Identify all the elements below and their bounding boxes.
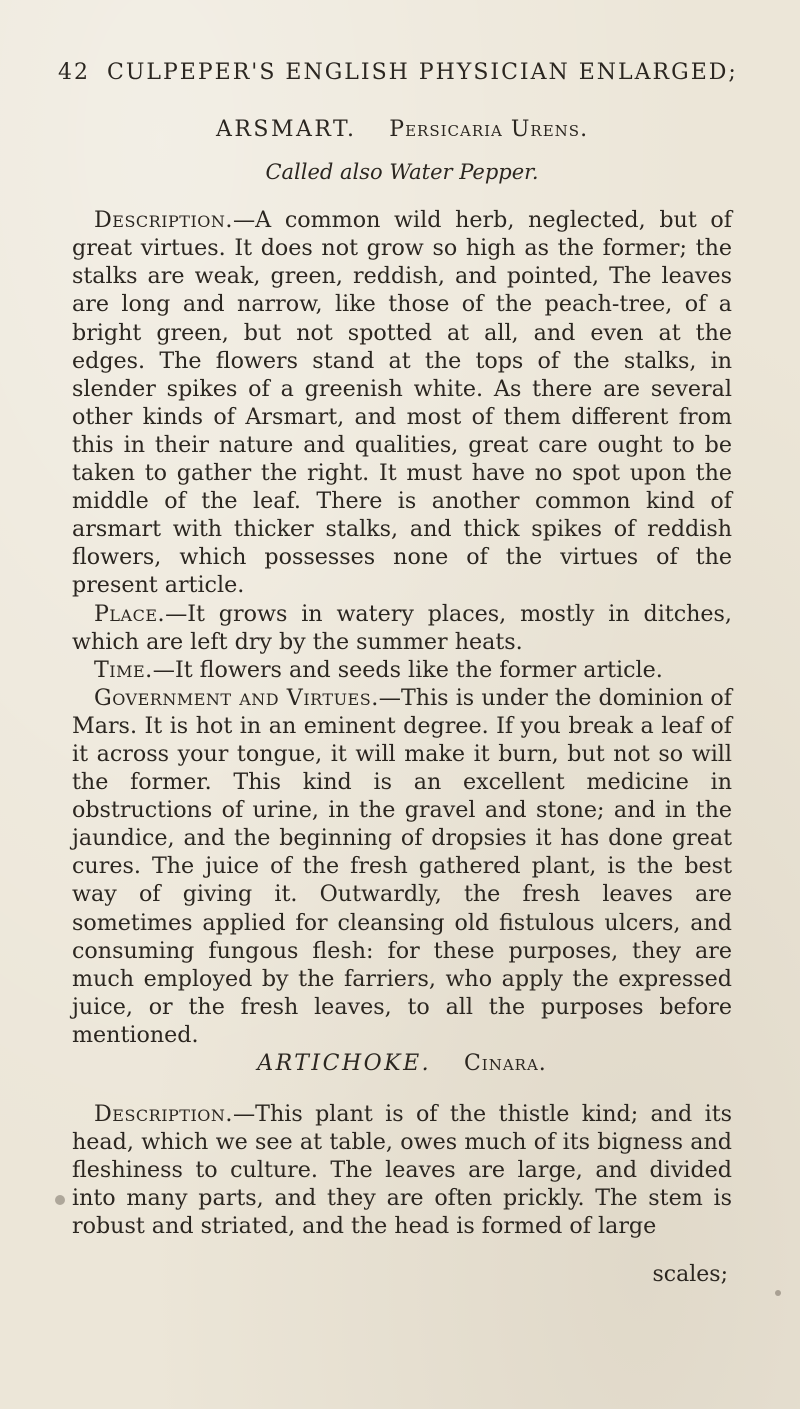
paragraph-lead: Place. bbox=[94, 600, 166, 627]
paragraph-description bbox=[72, 206, 732, 599]
paragraph-text: —It flowers and seeds like the former article. bbox=[152, 656, 663, 683]
paragraph-lead: Description. bbox=[94, 207, 233, 234]
paragraph-text: —This plant is of the thistle kind; and its head, which we see at table, owes much of its bigness and fleshiness to culture. The leaves are large, and divided into many parts, and they are often prickly. The stem is robust and striated, and the head is formed of large bbox=[72, 1101, 732, 1240]
paragraph-lead: Description. bbox=[94, 1101, 233, 1128]
ink-spot bbox=[55, 1195, 65, 1205]
entry-heading bbox=[72, 1050, 732, 1078]
entry-arsmart bbox=[72, 116, 732, 1049]
paragraph-government bbox=[72, 684, 732, 1049]
paragraph-lead: Time. bbox=[94, 656, 153, 683]
running-head bbox=[58, 60, 758, 85]
common-name: ARSMART. bbox=[215, 117, 357, 142]
entry-body bbox=[72, 1100, 732, 1240]
paragraph-text: —It grows in watery places, mostly in ditches, which are left dry by the summer heats. bbox=[72, 600, 732, 655]
ink-spot bbox=[775, 1290, 781, 1296]
paragraph-text: —This is under the dominion of Mars. It is hot in an eminent degree. If you break a leaf of it across your tongue, it will make it burn, but not so will the former. This kind is an excellent medicine in obstructions of urine, in the gravel and stone; and in the jaundice, and the beginning of dropsies it has done great cures. The juice of the fresh gathered plant, is the best way of giving it. Outwardly, the fresh leaves are sometimes applied for cleansing old fistulous ulcers, and consuming fungous flesh: for these purposes, they are much employed by the farriers, who apply the expressed juice, or the fresh leaves, to all the purposes before mentioned. bbox=[72, 684, 732, 1048]
paragraph-time bbox=[72, 656, 732, 684]
entry-artichoke bbox=[72, 1050, 732, 1241]
entry-alias: Called also Water Pepper. bbox=[265, 160, 539, 185]
entry-heading bbox=[72, 116, 732, 144]
entry-body bbox=[72, 206, 732, 1049]
common-name: ARTICHOKE. bbox=[257, 1051, 432, 1076]
running-title: CULPEPER'S ENGLISH PHYSICIAN ENLARGED; bbox=[107, 60, 738, 85]
paragraph-description bbox=[72, 1100, 732, 1240]
paragraph-lead: Government and Virtues. bbox=[94, 684, 379, 711]
latin-name: Persicaria Urens. bbox=[389, 117, 589, 142]
paragraph-text: —A common wild herb, neglected, but of great virtues. It does not grow so high as the former; the stalks are weak, green, reddish, and pointed, The leaves are long and narrow, like those of the peach-tree, of a bright green, but not spotted at all, and even at the edges. The flowers stand at the tops of the stalks, in slender spikes of a greenish white. As there are several other kinds of Arsmart, and most of them different from this in their nature and qualities, great care ought to be taken to gather the right. It must have no spot upon the middle of the leaf. There is another common kind of arsmart with thicker stalks, and thick spikes of reddish flowers, which possesses none of the virtues of the present article. bbox=[72, 207, 732, 599]
paragraph-place bbox=[72, 600, 732, 656]
page-number: 42 bbox=[58, 60, 90, 85]
catchword: scales; bbox=[652, 1262, 728, 1287]
latin-name: Cinara. bbox=[463, 1051, 547, 1076]
